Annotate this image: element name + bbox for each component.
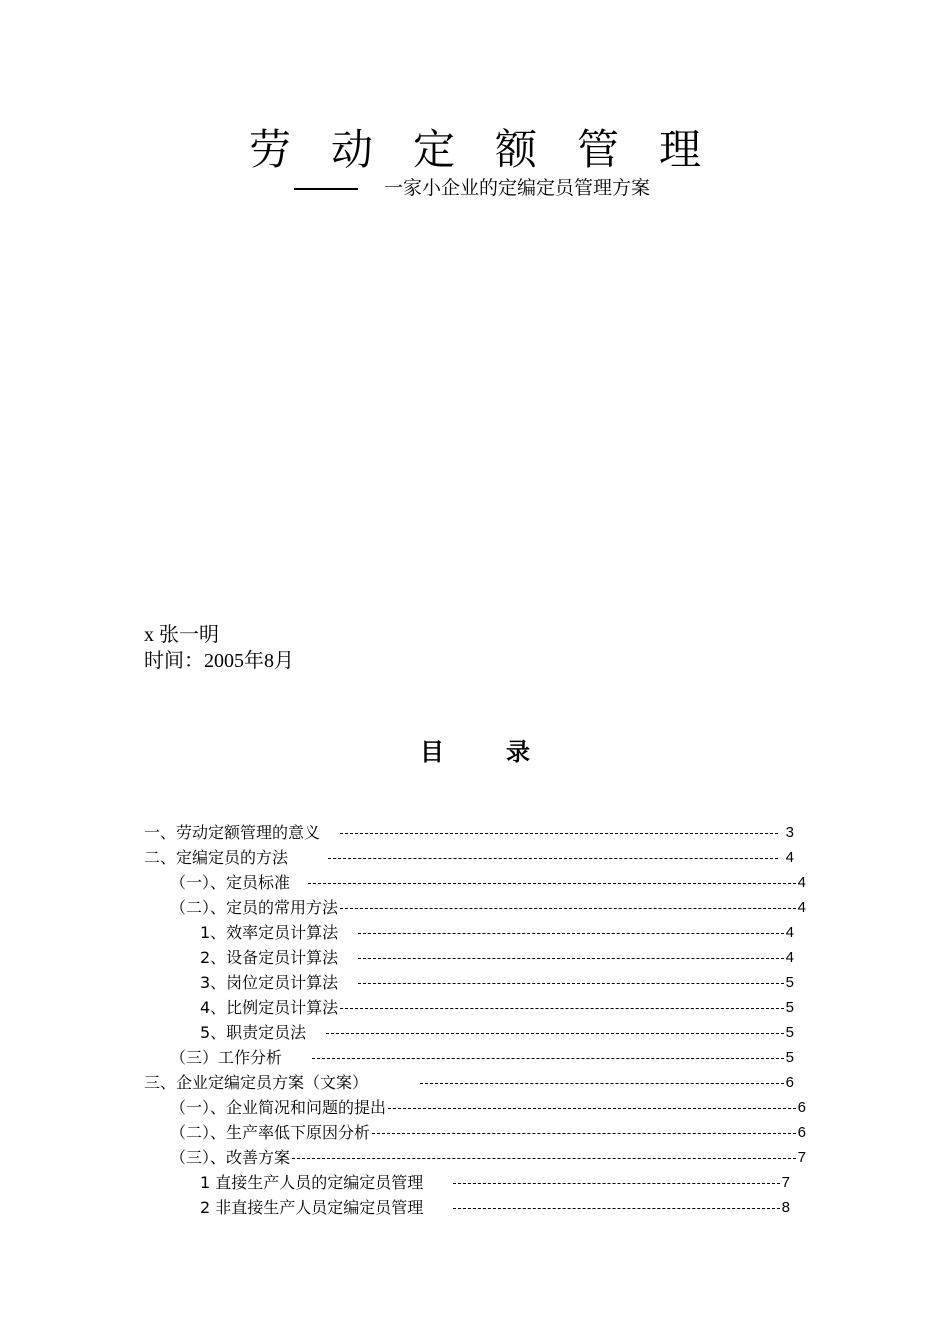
toc-leader: [340, 1008, 783, 1009]
toc-leader: [328, 858, 778, 859]
toc-heading-left: 目: [420, 738, 444, 766]
toc-entry[interactable]: [170, 1045, 794, 1070]
toc-leader: [340, 833, 778, 834]
toc-heading-right: 录: [506, 738, 530, 766]
toc-entry-page: 5: [785, 974, 794, 991]
toc-entry-page: 4: [797, 874, 806, 891]
toc-leader: [453, 1183, 779, 1184]
toc-entry[interactable]: [200, 945, 794, 970]
toc-entry-page: 3: [785, 824, 794, 841]
toc-entry-label: 1 直接生产人员的定编定员管理: [200, 1173, 424, 1192]
toc-leader: [420, 1083, 784, 1084]
toc-entry-page: 8: [781, 1199, 790, 1216]
toc-entry-page: 4: [797, 899, 806, 916]
toc-entry-label: 5、职责定员法: [200, 1023, 307, 1042]
toc-entry[interactable]: [170, 870, 806, 895]
toc-entry[interactable]: [200, 1020, 794, 1045]
toc-leader: [292, 1158, 796, 1159]
toc-entry-label: （一）、企业简况和问题的提出: [170, 1098, 387, 1117]
document-date: 时间：2005年8月: [144, 650, 294, 672]
toc-entry[interactable]: [170, 895, 806, 920]
toc-entry-page: 4: [785, 924, 794, 941]
toc-entry[interactable]: [144, 820, 794, 845]
toc-leader: [326, 1033, 783, 1034]
toc-entry-page: 4: [785, 949, 794, 966]
document-subtitle: [294, 176, 650, 200]
toc-entry[interactable]: [144, 845, 794, 870]
toc-entry-page: 7: [797, 1149, 806, 1166]
toc-entry-page: 4: [785, 849, 794, 866]
toc-leader: [358, 933, 783, 934]
subtitle-text: 一家小企业的定编定员管理方案: [384, 177, 651, 199]
toc-entry-page: 6: [785, 1074, 794, 1091]
toc-entry[interactable]: [200, 1170, 790, 1195]
toc-entry-label: （二）、生产率低下原因分析: [170, 1123, 371, 1142]
toc-entry-page: 5: [785, 1024, 794, 1041]
toc-entry[interactable]: [200, 1195, 790, 1220]
toc-leader: [388, 1108, 796, 1109]
toc-entry-label: 二、定编定员的方法: [144, 848, 289, 867]
toc-entry[interactable]: [144, 1070, 794, 1095]
toc-entry-page: 6: [797, 1124, 806, 1141]
toc-leader: [308, 883, 796, 884]
author-block: [144, 622, 294, 674]
author-name: x 张一明: [144, 624, 219, 646]
toc-entry-label: （三）工作分析: [170, 1048, 283, 1067]
toc-leader: [358, 983, 783, 984]
toc-entry[interactable]: [170, 1095, 806, 1120]
toc-entry-label: 3、岗位定员计算法: [200, 973, 339, 992]
toc-entry-label: 4、比例定员计算法: [200, 998, 339, 1017]
toc-leader: [372, 1133, 796, 1134]
toc-leader: [312, 1058, 784, 1059]
toc-entry[interactable]: [200, 995, 794, 1020]
toc-entry-page: 6: [797, 1099, 806, 1116]
toc-entry-page: 5: [785, 999, 794, 1016]
toc-leader: [340, 908, 796, 909]
toc-entry-label: （二）、定员的常用方法: [170, 898, 339, 917]
toc-entry-label: 三、企业定编定员方案（文案）: [144, 1073, 369, 1092]
toc-entry-page: 5: [785, 1049, 794, 1066]
toc-leader: [358, 958, 783, 959]
toc-entry-label: 2 非直接生产人员定编定员管理: [200, 1198, 424, 1217]
toc-entry-label: 一、劳动定额管理的意义: [144, 823, 321, 842]
subtitle-dash: [294, 188, 358, 190]
toc-entry[interactable]: [200, 920, 794, 945]
toc-entry[interactable]: [170, 1120, 806, 1145]
toc-entry-label: （三）、改善方案: [170, 1148, 291, 1167]
document-title: 劳动定额管理: [248, 125, 741, 174]
toc-entry-label: 1、效率定员计算法: [200, 923, 339, 942]
toc-entry[interactable]: [200, 970, 794, 995]
toc-entry-label: 2、设备定员计算法: [200, 948, 339, 967]
toc-entry-label: （一）、定员标准: [170, 873, 291, 892]
toc-entry-page: 7: [781, 1174, 790, 1191]
toc-leader: [453, 1208, 779, 1209]
toc-entry[interactable]: [170, 1145, 806, 1170]
toc-heading: [0, 732, 950, 767]
